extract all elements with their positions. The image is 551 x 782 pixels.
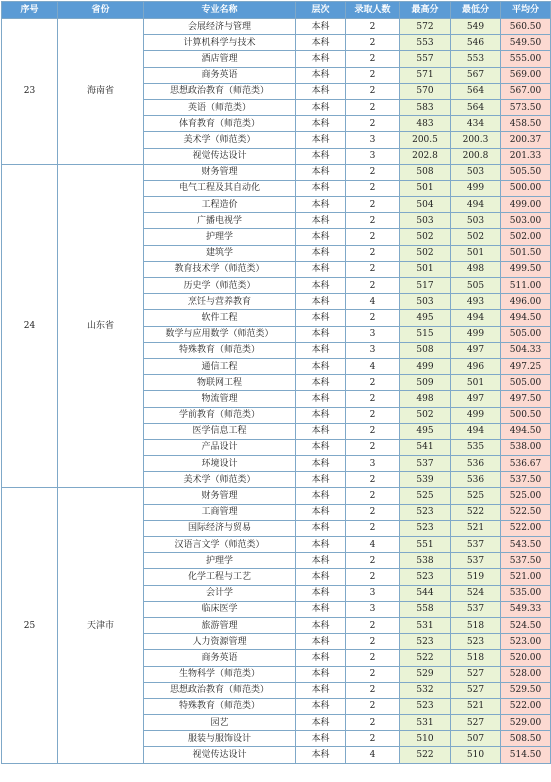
avg-score-cell: 499.00 (501, 197, 551, 213)
enroll-count-cell: 2 (346, 261, 400, 277)
admission-scores-table (1, 1, 551, 764)
min-score-cell: 518 (451, 650, 501, 666)
max-score-cell: 502 (400, 245, 451, 261)
max-score-cell: 523 (400, 569, 451, 585)
min-score-cell: 537 (451, 537, 501, 553)
level-cell: 本科 (296, 682, 346, 698)
max-score-cell: 523 (400, 504, 451, 520)
max-score-cell: 529 (400, 666, 451, 682)
enroll-count-cell: 2 (346, 197, 400, 213)
major-cell: 特殊教育（师范类） (144, 698, 296, 714)
major-cell: 建筑学 (144, 245, 296, 261)
min-score-cell: 510 (451, 747, 501, 763)
table-row (2, 164, 551, 180)
max-score-cell: 539 (400, 472, 451, 488)
major-cell: 特殊教育（师范类） (144, 342, 296, 358)
max-score-cell: 510 (400, 731, 451, 747)
enroll-count-cell: 2 (346, 19, 400, 35)
avg-score-cell: 497.50 (501, 391, 551, 407)
max-score-cell: 558 (400, 601, 451, 617)
level-cell: 本科 (296, 747, 346, 763)
level-cell: 本科 (296, 520, 346, 536)
major-cell: 人力资源管理 (144, 634, 296, 650)
major-cell: 通信工程 (144, 358, 296, 374)
level-cell: 本科 (296, 229, 346, 245)
avg-score-cell: 522.00 (501, 698, 551, 714)
avg-score-cell: 501.50 (501, 245, 551, 261)
max-score-cell: 499 (400, 358, 451, 374)
level-cell: 本科 (296, 439, 346, 455)
min-score-cell: 499 (451, 180, 501, 196)
header-row (2, 2, 551, 19)
max-score-cell: 544 (400, 585, 451, 601)
enroll-count-cell: 2 (346, 715, 400, 731)
level-cell: 本科 (296, 164, 346, 180)
max-score-cell: 525 (400, 488, 451, 504)
major-cell: 园艺 (144, 715, 296, 731)
avg-score-cell: 494.50 (501, 310, 551, 326)
min-score-cell: 523 (451, 634, 501, 650)
major-cell: 计算机科学与技术 (144, 35, 296, 51)
enroll-count-cell: 2 (346, 698, 400, 714)
enroll-count-cell: 3 (346, 601, 400, 617)
major-cell: 英语（师范类） (144, 99, 296, 115)
table-row (2, 19, 551, 35)
enroll-count-cell: 2 (346, 488, 400, 504)
level-cell: 本科 (296, 375, 346, 391)
max-score-cell: 553 (400, 35, 451, 51)
level-cell: 本科 (296, 19, 346, 35)
major-cell: 汉语言文学（师范类） (144, 537, 296, 553)
level-cell: 本科 (296, 342, 346, 358)
enroll-count-cell: 2 (346, 67, 400, 83)
max-score-cell: 537 (400, 456, 451, 472)
level-cell: 本科 (296, 245, 346, 261)
major-cell: 视觉传达设计 (144, 148, 296, 164)
enroll-count-cell: 2 (346, 504, 400, 520)
major-cell: 国际经济与贸易 (144, 520, 296, 536)
enroll-count-cell: 2 (346, 310, 400, 326)
major-cell: 临床医学 (144, 601, 296, 617)
level-cell: 本科 (296, 180, 346, 196)
enroll-count-cell: 2 (346, 666, 400, 682)
major-cell: 化学工程与工艺 (144, 569, 296, 585)
avg-score-cell: 497.25 (501, 358, 551, 374)
max-score-cell: 523 (400, 698, 451, 714)
level-cell: 本科 (296, 650, 346, 666)
max-score-cell: 557 (400, 51, 451, 67)
level-cell: 本科 (296, 731, 346, 747)
avg-score-cell: 535.00 (501, 585, 551, 601)
level-cell: 本科 (296, 310, 346, 326)
max-score-cell: 541 (400, 439, 451, 455)
min-score-cell: 503 (451, 213, 501, 229)
level-cell: 本科 (296, 213, 346, 229)
major-cell: 软件工程 (144, 310, 296, 326)
min-score-cell: 527 (451, 715, 501, 731)
avg-score-cell: 522.50 (501, 504, 551, 520)
enroll-count-cell: 3 (346, 326, 400, 342)
seq-cell: 24 (2, 164, 58, 488)
enroll-count-cell: 2 (346, 391, 400, 407)
max-score-cell: 531 (400, 617, 451, 633)
min-score-cell: 537 (451, 601, 501, 617)
major-cell: 工商管理 (144, 504, 296, 520)
major-cell: 电气工程及其自动化 (144, 180, 296, 196)
avg-score-cell: 537.50 (501, 472, 551, 488)
major-cell: 视觉传达设计 (144, 747, 296, 763)
avg-score-cell: 520.00 (501, 650, 551, 666)
avg-score-cell: 496.00 (501, 294, 551, 310)
avg-score-cell: 503.00 (501, 213, 551, 229)
max-score-cell: 502 (400, 229, 451, 245)
enroll-count-cell: 2 (346, 650, 400, 666)
avg-score-cell: 525.00 (501, 488, 551, 504)
max-score-cell: 508 (400, 342, 451, 358)
major-cell: 旅游管理 (144, 617, 296, 633)
avg-score-cell: 529.50 (501, 682, 551, 698)
max-score-cell: 517 (400, 278, 451, 294)
min-score-cell: 535 (451, 439, 501, 455)
min-score-cell: 564 (451, 99, 501, 115)
min-score-cell: 499 (451, 326, 501, 342)
level-cell: 本科 (296, 569, 346, 585)
avg-score-cell: 524.50 (501, 617, 551, 633)
major-cell: 学前教育（师范类） (144, 407, 296, 423)
min-score-cell: 524 (451, 585, 501, 601)
level-cell: 本科 (296, 423, 346, 439)
level-cell: 本科 (296, 197, 346, 213)
enroll-count-cell: 2 (346, 245, 400, 261)
avg-score-cell: 549.50 (501, 35, 551, 51)
major-cell: 生物科学（师范类） (144, 666, 296, 682)
avg-score-cell: 508.50 (501, 731, 551, 747)
avg-score-cell: 200.37 (501, 132, 551, 148)
enroll-count-cell: 4 (346, 747, 400, 763)
max-score-cell: 501 (400, 180, 451, 196)
avg-score-cell: 523.00 (501, 634, 551, 650)
min-score-cell: 527 (451, 682, 501, 698)
max-score-cell: 515 (400, 326, 451, 342)
max-score-cell: 551 (400, 537, 451, 553)
max-score-cell: 571 (400, 67, 451, 83)
avg-score-cell: 560.50 (501, 19, 551, 35)
min-score-cell: 494 (451, 310, 501, 326)
major-cell: 广播电视学 (144, 213, 296, 229)
level-cell: 本科 (296, 698, 346, 714)
level-cell: 本科 (296, 132, 346, 148)
min-score-cell: 200.8 (451, 148, 501, 164)
header-enroll: 录取人数 (346, 2, 400, 19)
enroll-count-cell: 2 (346, 35, 400, 51)
enroll-count-cell: 4 (346, 294, 400, 310)
min-score-cell: 494 (451, 197, 501, 213)
avg-score-cell: 528.00 (501, 666, 551, 682)
enroll-count-cell: 4 (346, 537, 400, 553)
enroll-count-cell: 3 (346, 132, 400, 148)
min-score-cell: 553 (451, 51, 501, 67)
level-cell: 本科 (296, 67, 346, 83)
max-score-cell: 495 (400, 423, 451, 439)
enroll-count-cell: 2 (346, 407, 400, 423)
level-cell: 本科 (296, 278, 346, 294)
min-score-cell: 537 (451, 553, 501, 569)
level-cell: 本科 (296, 634, 346, 650)
max-score-cell: 523 (400, 520, 451, 536)
max-score-cell: 502 (400, 407, 451, 423)
avg-score-cell: 499.50 (501, 261, 551, 277)
level-cell: 本科 (296, 488, 346, 504)
avg-score-cell: 514.50 (501, 747, 551, 763)
min-score-cell: 434 (451, 116, 501, 132)
avg-score-cell: 543.50 (501, 537, 551, 553)
min-score-cell: 493 (451, 294, 501, 310)
max-score-cell: 200.5 (400, 132, 451, 148)
major-cell: 护理学 (144, 553, 296, 569)
min-score-cell: 200.3 (451, 132, 501, 148)
avg-score-cell: 567.00 (501, 83, 551, 99)
avg-score-cell: 500.00 (501, 180, 551, 196)
province-cell: 天津市 (58, 488, 144, 763)
level-cell: 本科 (296, 83, 346, 99)
avg-score-cell: 555.00 (501, 51, 551, 67)
major-cell: 美术学（师范类） (144, 472, 296, 488)
avg-score-cell: 573.50 (501, 99, 551, 115)
avg-score-cell: 522.00 (501, 520, 551, 536)
max-score-cell: 483 (400, 116, 451, 132)
avg-score-cell: 201.33 (501, 148, 551, 164)
level-cell: 本科 (296, 326, 346, 342)
major-cell: 烹饪与营养教育 (144, 294, 296, 310)
table-body (2, 19, 551, 764)
min-score-cell: 496 (451, 358, 501, 374)
min-score-cell: 505 (451, 278, 501, 294)
level-cell: 本科 (296, 553, 346, 569)
enroll-count-cell: 2 (346, 51, 400, 67)
major-cell: 护理学 (144, 229, 296, 245)
min-score-cell: 525 (451, 488, 501, 504)
level-cell: 本科 (296, 294, 346, 310)
min-score-cell: 502 (451, 229, 501, 245)
enroll-count-cell: 2 (346, 229, 400, 245)
max-score-cell: 572 (400, 19, 451, 35)
max-score-cell: 495 (400, 310, 451, 326)
level-cell: 本科 (296, 116, 346, 132)
min-score-cell: 567 (451, 67, 501, 83)
header-major: 专业名称 (144, 2, 296, 19)
level-cell: 本科 (296, 261, 346, 277)
avg-score-cell: 502.00 (501, 229, 551, 245)
max-score-cell: 583 (400, 99, 451, 115)
min-score-cell: 521 (451, 520, 501, 536)
level-cell: 本科 (296, 666, 346, 682)
enroll-count-cell: 2 (346, 472, 400, 488)
min-score-cell: 521 (451, 698, 501, 714)
min-score-cell: 527 (451, 666, 501, 682)
level-cell: 本科 (296, 391, 346, 407)
max-score-cell: 531 (400, 715, 451, 731)
header-avg: 平均分 (501, 2, 551, 19)
major-cell: 数学与应用数学（师范类） (144, 326, 296, 342)
level-cell: 本科 (296, 35, 346, 51)
avg-score-cell: 505.00 (501, 375, 551, 391)
enroll-count-cell: 2 (346, 164, 400, 180)
major-cell: 体育教育（师范类） (144, 116, 296, 132)
avg-score-cell: 538.00 (501, 439, 551, 455)
seq-cell: 25 (2, 488, 58, 763)
enroll-count-cell: 3 (346, 456, 400, 472)
level-cell: 本科 (296, 148, 346, 164)
enroll-count-cell: 2 (346, 213, 400, 229)
major-cell: 环境设计 (144, 456, 296, 472)
major-cell: 美术学（师范类） (144, 132, 296, 148)
avg-score-cell: 549.33 (501, 601, 551, 617)
avg-score-cell: 500.50 (501, 407, 551, 423)
enroll-count-cell: 2 (346, 617, 400, 633)
enroll-count-cell: 2 (346, 634, 400, 650)
avg-score-cell: 494.50 (501, 423, 551, 439)
enroll-count-cell: 2 (346, 375, 400, 391)
avg-score-cell: 521.00 (501, 569, 551, 585)
header-province: 省份 (58, 2, 144, 19)
min-score-cell: 522 (451, 504, 501, 520)
level-cell: 本科 (296, 715, 346, 731)
max-score-cell: 508 (400, 164, 451, 180)
min-score-cell: 549 (451, 19, 501, 35)
max-score-cell: 509 (400, 375, 451, 391)
enroll-count-cell: 4 (346, 358, 400, 374)
min-score-cell: 507 (451, 731, 501, 747)
level-cell: 本科 (296, 99, 346, 115)
province-cell: 海南省 (58, 19, 144, 165)
level-cell: 本科 (296, 601, 346, 617)
max-score-cell: 503 (400, 213, 451, 229)
avg-score-cell: 536.67 (501, 456, 551, 472)
min-score-cell: 494 (451, 423, 501, 439)
major-cell: 物流管理 (144, 391, 296, 407)
min-score-cell: 503 (451, 164, 501, 180)
min-score-cell: 501 (451, 375, 501, 391)
enroll-count-cell: 2 (346, 116, 400, 132)
max-score-cell: 570 (400, 83, 451, 99)
min-score-cell: 497 (451, 391, 501, 407)
avg-score-cell: 505.50 (501, 164, 551, 180)
header-level: 层次 (296, 2, 346, 19)
enroll-count-cell: 2 (346, 278, 400, 294)
avg-score-cell: 537.50 (501, 553, 551, 569)
min-score-cell: 519 (451, 569, 501, 585)
max-score-cell: 202.8 (400, 148, 451, 164)
major-cell: 服装与服饰设计 (144, 731, 296, 747)
major-cell: 思想政治教育（师范类） (144, 682, 296, 698)
major-cell: 物联网工程 (144, 375, 296, 391)
seq-cell: 23 (2, 19, 58, 165)
enroll-count-cell: 2 (346, 439, 400, 455)
avg-score-cell: 569.00 (501, 67, 551, 83)
major-cell: 会计学 (144, 585, 296, 601)
level-cell: 本科 (296, 358, 346, 374)
level-cell: 本科 (296, 456, 346, 472)
major-cell: 思想政治教育（师范类） (144, 83, 296, 99)
enroll-count-cell: 2 (346, 99, 400, 115)
major-cell: 财务管理 (144, 488, 296, 504)
avg-score-cell: 458.50 (501, 116, 551, 132)
enroll-count-cell: 2 (346, 83, 400, 99)
enroll-count-cell: 2 (346, 569, 400, 585)
enroll-count-cell: 2 (346, 423, 400, 439)
enroll-count-cell: 2 (346, 520, 400, 536)
enroll-count-cell: 3 (346, 342, 400, 358)
min-score-cell: 546 (451, 35, 501, 51)
major-cell: 会展经济与管理 (144, 19, 296, 35)
enroll-count-cell: 2 (346, 731, 400, 747)
major-cell: 医学信息工程 (144, 423, 296, 439)
enroll-count-cell: 2 (346, 180, 400, 196)
avg-score-cell: 511.00 (501, 278, 551, 294)
header-min: 最低分 (451, 2, 501, 19)
max-score-cell: 523 (400, 634, 451, 650)
enroll-count-cell: 3 (346, 585, 400, 601)
level-cell: 本科 (296, 472, 346, 488)
max-score-cell: 503 (400, 294, 451, 310)
min-score-cell: 499 (451, 407, 501, 423)
avg-score-cell: 504.33 (501, 342, 551, 358)
max-score-cell: 522 (400, 747, 451, 763)
min-score-cell: 497 (451, 342, 501, 358)
level-cell: 本科 (296, 617, 346, 633)
max-score-cell: 522 (400, 650, 451, 666)
min-score-cell: 518 (451, 617, 501, 633)
min-score-cell: 536 (451, 472, 501, 488)
enroll-count-cell: 2 (346, 553, 400, 569)
table-row (2, 488, 551, 504)
max-score-cell: 501 (400, 261, 451, 277)
avg-score-cell: 505.00 (501, 326, 551, 342)
major-cell: 教育技术学（师范类） (144, 261, 296, 277)
max-score-cell: 532 (400, 682, 451, 698)
major-cell: 产品设计 (144, 439, 296, 455)
level-cell: 本科 (296, 585, 346, 601)
major-cell: 财务管理 (144, 164, 296, 180)
level-cell: 本科 (296, 51, 346, 67)
avg-score-cell: 529.00 (501, 715, 551, 731)
level-cell: 本科 (296, 537, 346, 553)
major-cell: 历史学（师范类） (144, 278, 296, 294)
min-score-cell: 536 (451, 456, 501, 472)
min-score-cell: 501 (451, 245, 501, 261)
header-seq: 序号 (2, 2, 58, 19)
level-cell: 本科 (296, 504, 346, 520)
header-max: 最高分 (400, 2, 451, 19)
enroll-count-cell: 3 (346, 148, 400, 164)
min-score-cell: 498 (451, 261, 501, 277)
max-score-cell: 538 (400, 553, 451, 569)
major-cell: 商务英语 (144, 67, 296, 83)
max-score-cell: 498 (400, 391, 451, 407)
major-cell: 酒店管理 (144, 51, 296, 67)
level-cell: 本科 (296, 407, 346, 423)
max-score-cell: 504 (400, 197, 451, 213)
major-cell: 商务英语 (144, 650, 296, 666)
major-cell: 工程造价 (144, 197, 296, 213)
min-score-cell: 564 (451, 83, 501, 99)
enroll-count-cell: 2 (346, 682, 400, 698)
province-cell: 山东省 (58, 164, 144, 488)
